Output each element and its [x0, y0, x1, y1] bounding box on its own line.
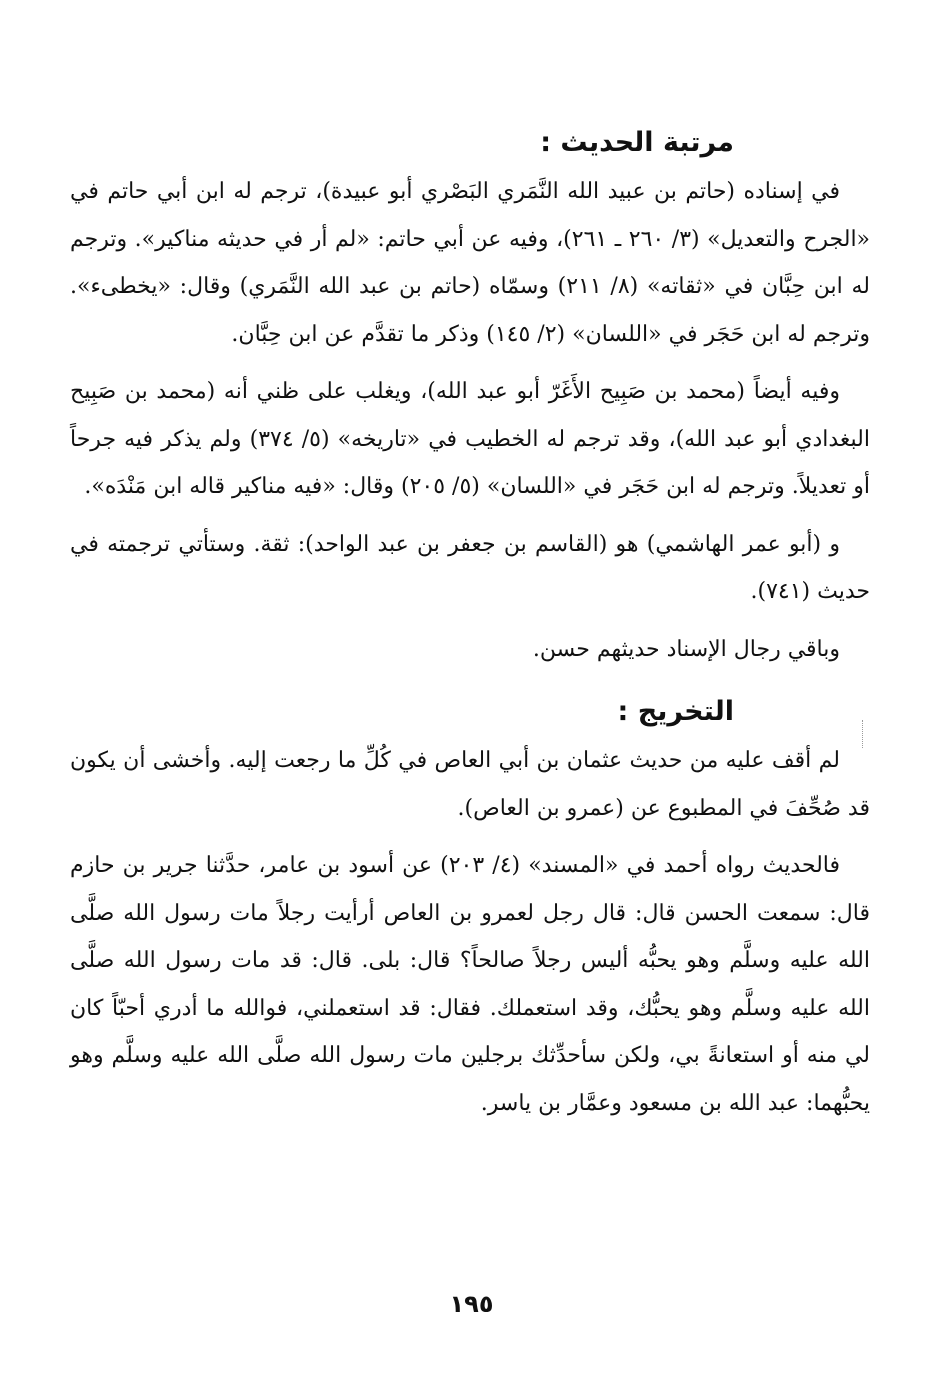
page-body — [70, 118, 870, 1137]
section-heading-hadith-grade: مرتبة الحديث : — [540, 127, 734, 158]
paragraph-remaining-narrators: وباقي رجال الإسناد حديثهم حسن. — [532, 636, 840, 662]
paragraph-hatim: في إسناده (حاتم بن عبيد الله النَّمَري البَصْري أبو عبيدة)، ترجم له ابن أبي حاتم في «الجرح والتعديل» (٣/ ٢٦٠ ـ ٢٦١)، وفيه عن أبي حاتم: «لم أر في حديثه مناكير». وترجم له ابن حِبَّان في «ثقاته» (٨/ ٢١١) وسمّاه (حاتم بن عبد الله النَّمَري) وقال: «يخطىء». وترجم له ابن حَجَر في «اللسان» (٢/ ١٤٥) وذكر ما تقدَّم عن ابن حِبَّان. — [70, 179, 871, 347]
paragraph-muhammad-ibn-sabih: وفيه أيضاً (محمد بن صَبِيح الأَغَرّ أبو عبد الله)، ويغلب على ظني أنه (محمد بن صَبِيح البغدادي أبو عبد الله)، وقد ترجم له الخطيب في «تاريخه» (٥/ ٣٧٤) ولم يذكر فيه جرحاً أو تعديلاً. وترجم له ابن حَجَر في «اللسان» (٥/ ٢٠٥) وقال: «فيه مناكير قاله ابن مَنْدَه». — [70, 379, 870, 499]
paragraph-ahmad-musnad: فالحديث رواه أحمد في «المسند» (٤/ ٢٠٣) عن أسود بن عامر، حدَّثنا جرير بن حازم قال: سمعت الحسن قال: قال رجل لعمرو بن العاص أرأيت رجلاً مات رسول الله صلَّى الله عليه وسلَّم وهو يحبُّه أليس رجلاً صالحاً؟ قال: بلى. قال: قد مات رسول الله صلَّى الله عليه وسلَّم وهو يحبُّك، وقد استعملك. فقال: قد استعملني، فوالله ما أدري أحبّاً كان لي منه أو استعانةً بي، ولكن سأحدِّثك برجلين مات رسول الله صلَّى الله عليه وسلَّم وهو يحبُّهما: عبد الله بن مسعود وعمَّار بن ياسر. — [70, 853, 870, 1116]
paragraph-abu-umar: و (أبو عمر الهاشمي) هو (القاسم بن جعفر بن عبد الواحد): ثقة. وستأتي ترجمته في حديث (٧٤١). — [70, 531, 870, 604]
paragraph-not-found: لم أقف عليه من حديث عثمان بن أبي العاص في كُلِّ ما رجعت إليه. وأخشى أن يكون قد صُحِّفَ في المطبوع عن (عمرو بن العاص). — [70, 748, 870, 821]
page-number: ١٩٥ — [449, 1290, 494, 1318]
scan-edge-mark — [862, 720, 863, 748]
section-heading-takhrij: التخريج : — [617, 696, 734, 727]
